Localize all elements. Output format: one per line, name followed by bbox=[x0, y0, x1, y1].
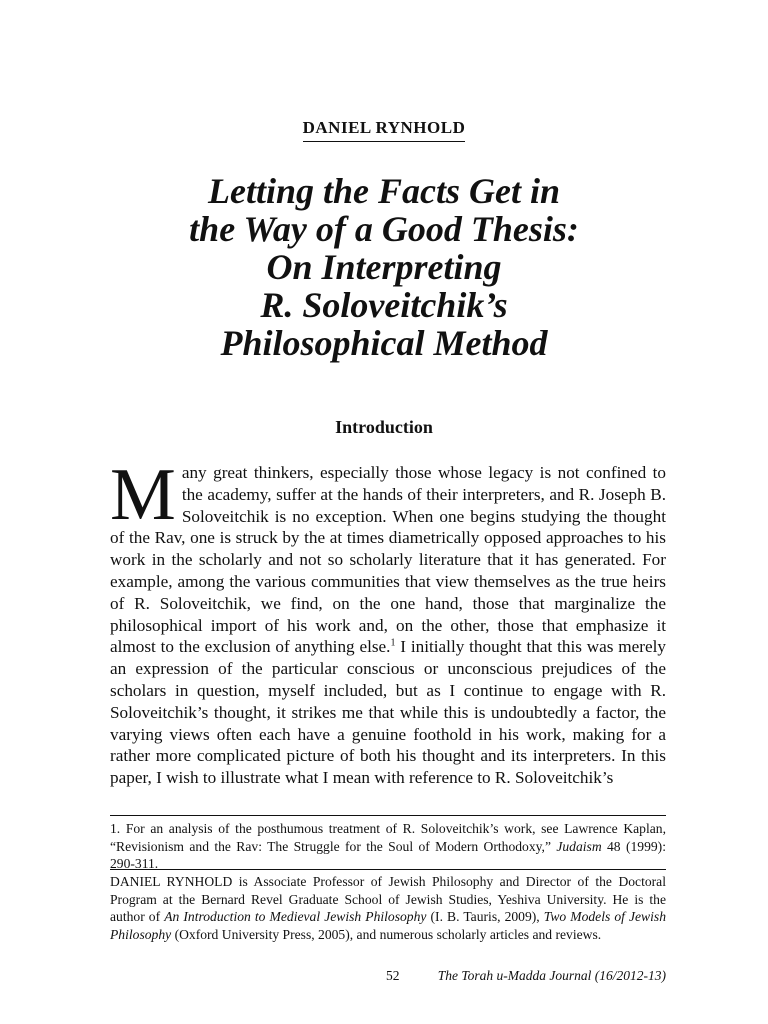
bio-text: (I. B. Tauris, 2009), bbox=[426, 909, 544, 925]
section-heading: Introduction bbox=[335, 417, 433, 437]
footnote-divider bbox=[110, 815, 666, 816]
bio-book-title: Two Models of Jewish Philosophy bbox=[110, 909, 666, 942]
body-text-part: any great thinkers, especially those whose legacy is not confined to the academy, suffer at the hands of their interpreters, and R. Joseph B. Soloveitchik is no exception. When one begins studying the thought of the Rav, one is struck by the at times diametrically opposed approaches to his work in the scholarly and not so scholarly literature that it has generated. For example, among the various communities that view themselves as the true heirs of R. Soloveitchik, we find, on the one hand, those that marginalize the philosophical import of his work and, on the other, those that emphasize it almost to the exclusion of anything else. bbox=[110, 463, 666, 657]
drop-cap: M bbox=[110, 454, 176, 536]
author-bio bbox=[110, 873, 666, 943]
page-number: 52 bbox=[386, 968, 400, 983]
body-paragraph bbox=[110, 454, 666, 789]
author-header bbox=[0, 118, 768, 142]
footnote-text: 1. For an analysis of the posthumous treatment of R. Soloveitchik’s work, see Lawrence Kaplan, “Revisionism and the Rav: The Struggle for the Soul of Modern Orthodoxy,” bbox=[110, 821, 666, 854]
footnote bbox=[110, 820, 666, 873]
title-line: On Interpreting bbox=[266, 247, 502, 287]
article-title bbox=[110, 172, 658, 362]
title-line: Letting the Facts Get in bbox=[207, 171, 560, 211]
author-name: DANIEL RYNHOLD bbox=[303, 118, 466, 142]
body-text-part: I initially thought that this was merely an expression of the particular conscious or unconscious prejudices of the scholars in question, myself included, but as I continue to engage with R. Soloveitchik’s thought, it strikes me that while this is undoubtedly a factor, the varying views often each have a genuine foothold in his work, making for a rather more complicated picture of both his thought and its interpreters. In this paper, I wish to illustrate what I mean with reference to R. Soloveitchik’s bbox=[110, 637, 666, 788]
title-line: R. Soloveitchik’s bbox=[260, 285, 508, 325]
bio-divider bbox=[110, 869, 666, 870]
bio-book-title: An Introduction to Medieval Jewish Philosophy bbox=[164, 909, 427, 925]
footnote-journal: Judaism bbox=[556, 838, 602, 854]
footnote-text: 48 (1999): 290-311. bbox=[110, 838, 666, 871]
bio-text: (Oxford University Press, 2005), and numerous scholarly articles and reviews. bbox=[171, 926, 602, 942]
journal-name: The Torah u-Madda Journal (16/2012-13) bbox=[437, 968, 666, 983]
footnote-ref[interactable]: 1 bbox=[390, 637, 396, 649]
title-line: Philosophical Method bbox=[220, 323, 548, 363]
title-line: the Way of a Good Thesis: bbox=[189, 209, 579, 249]
bio-text: DANIEL RYNHOLD is Associate Professor of Jewish Philosophy and Director of the Doctoral Program at the Bernard Revel Graduate School of Jewish Studies, Yeshiva University. He is the author of bbox=[110, 874, 666, 925]
